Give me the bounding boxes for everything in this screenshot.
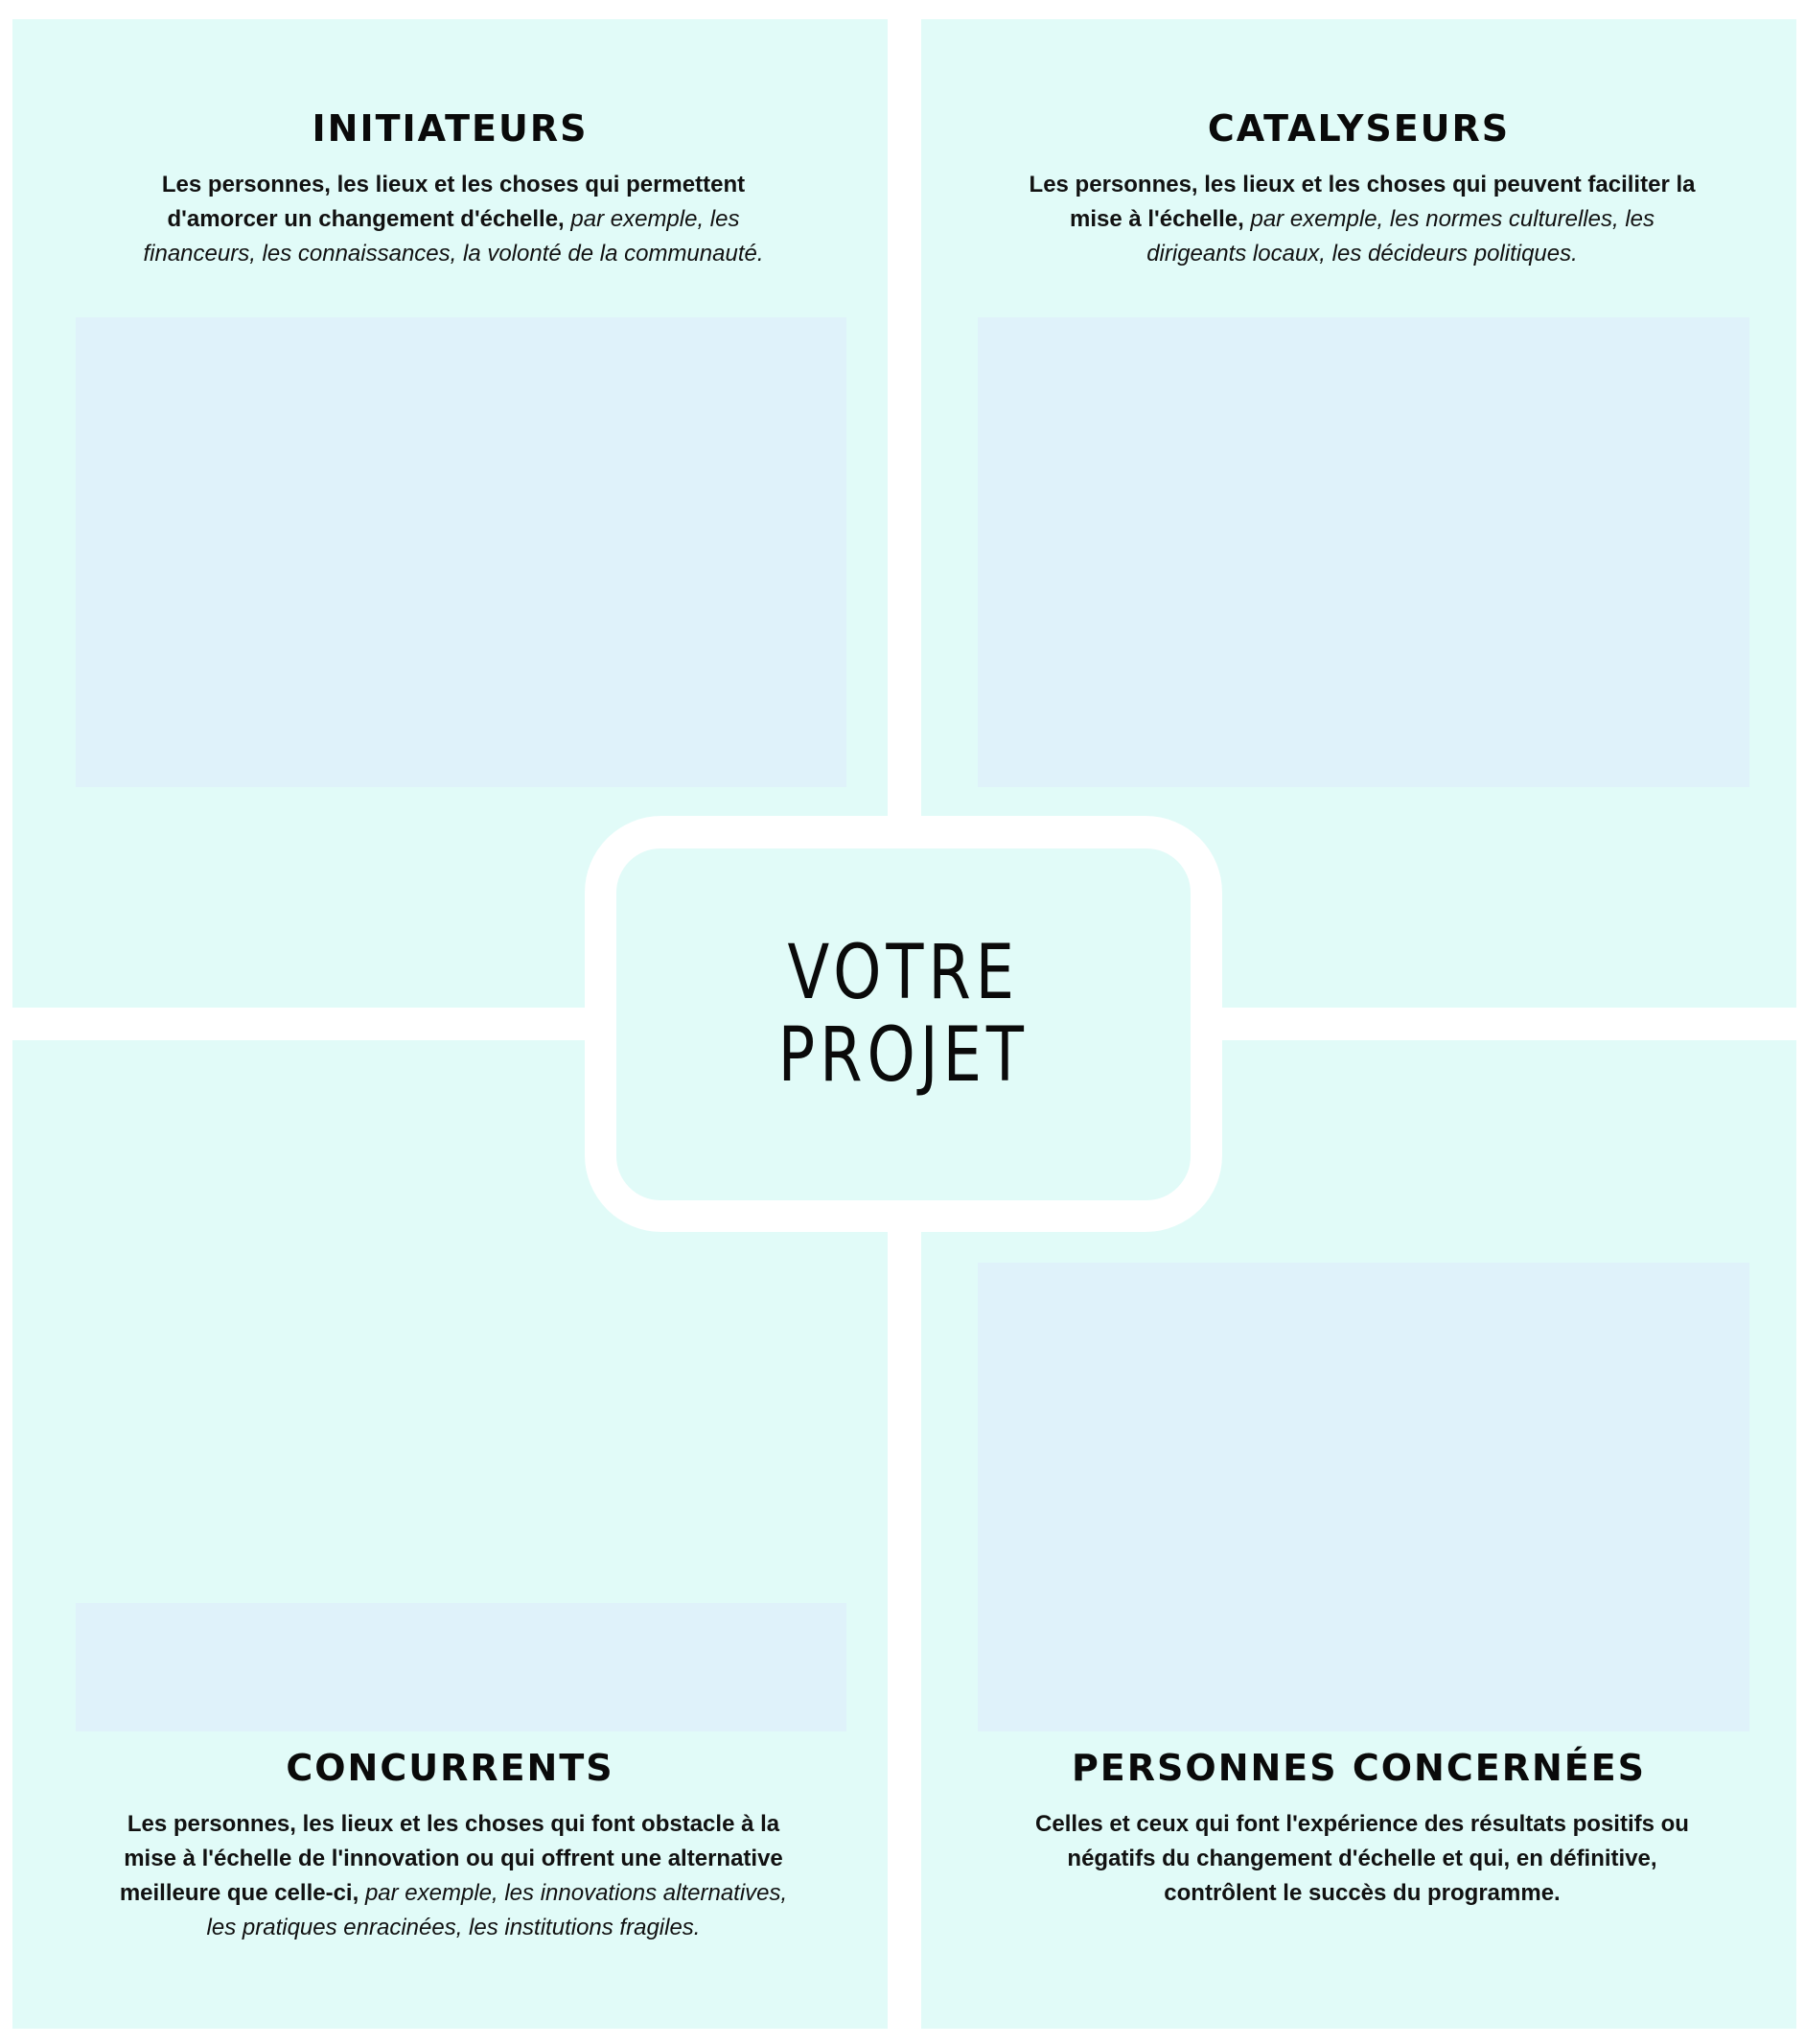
quadrant-title: CONCURRENTS xyxy=(286,1747,614,1789)
quadrant-description xyxy=(118,168,789,271)
description-lead: Celles et ceux qui font l'expérience des résultats positifs ou négatifs du changement d'échelle et qui, en définitive, contrôlent le succès du programme. xyxy=(1035,1811,1689,1906)
notes-area[interactable] xyxy=(76,1603,846,1731)
description-lead: Les personnes, les lieux et les choses qui permettent d'amorcer un changement d'échelle, xyxy=(161,172,746,232)
notes-area[interactable] xyxy=(978,1263,1749,1731)
project-label-line: VOTRE xyxy=(787,929,1020,1016)
description-lead: Les personnes, les lieux et les choses qui peuvent faciliter la mise à l'échelle, xyxy=(1029,172,1696,232)
project-label xyxy=(777,929,1030,1099)
description-example: par exemple, les innovations alternatives, les pratiques enracinées, les institutions fragiles. xyxy=(206,1880,788,1940)
notes-area[interactable] xyxy=(76,317,846,787)
quadrant-title: CATALYSEURS xyxy=(1207,107,1511,150)
description-example: par exemple, les financeurs, les connaissances, la volonté de la communauté. xyxy=(143,206,764,267)
project-box xyxy=(616,848,1191,1200)
description-example: par exemple, les normes culturelles, les dirigeants locaux, les décideurs politiques. xyxy=(1146,206,1655,267)
description-lead: Les personnes, les lieux et les choses qui font obstacle à la mise à l'échelle de l'innovation ou qui offrent une alternative meilleure que celle-ci, xyxy=(119,1811,783,1906)
project-label-line: PROJET xyxy=(777,1011,1030,1099)
quadrant-title: INITIATEURS xyxy=(312,107,589,150)
quadrant-description xyxy=(108,1807,798,1945)
quadrant-description xyxy=(1027,1807,1698,1911)
quadrant-title: PERSONNES CONCERNÉES xyxy=(1071,1747,1647,1789)
quadrant-description xyxy=(1022,168,1702,271)
notes-area[interactable] xyxy=(978,317,1749,787)
